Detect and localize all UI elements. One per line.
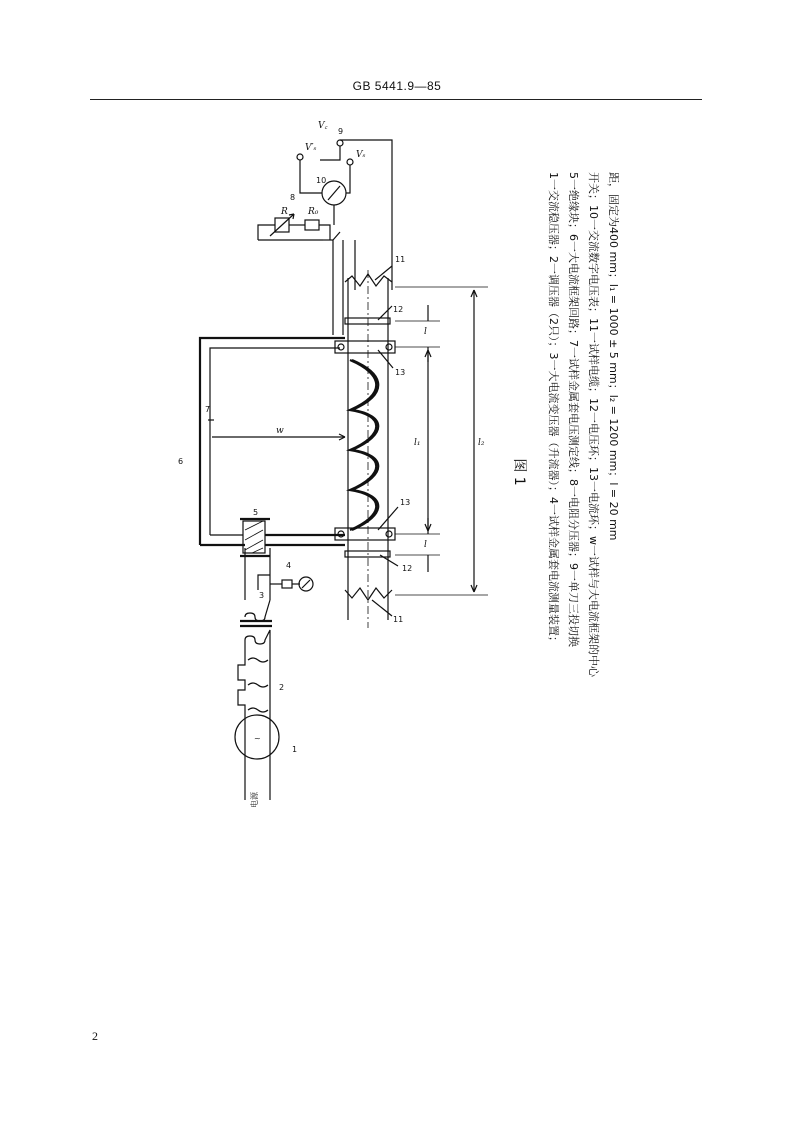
page-number: 2 [92, 1029, 98, 1043]
label-5: 5 [253, 508, 259, 517]
label-12-bottom: 12 [402, 564, 413, 573]
voltage-ring-bottom [345, 551, 412, 573]
power-label: 电源 [250, 792, 259, 808]
standard-header: GB 5441.9—85 [352, 79, 442, 93]
label-1: 1 [292, 745, 298, 754]
high-current-frame-loop [178, 338, 345, 545]
w-label: w [276, 426, 284, 436]
w-dimension [212, 426, 345, 440]
selector-switch [297, 121, 392, 290]
resistor-divider [258, 193, 330, 240]
label-4: 4 [286, 561, 292, 570]
label-12-top: 12 [393, 305, 404, 314]
label-10: 10 [316, 176, 327, 185]
voltage-regulators [238, 650, 284, 715]
Vs-label: Vₛ [356, 150, 366, 160]
label-9: 9 [338, 127, 344, 136]
measurement-leads [323, 232, 355, 335]
caption-line-3: 开关；10一交流数字电压表；11一试样电缆；12一电压环；13一电流环；w一试样与大电流框架的中心 [587, 172, 600, 677]
l2-label: l₂ [478, 438, 485, 448]
sheath-voltage-lead [205, 348, 340, 535]
figure-title: 图 1 [511, 458, 527, 486]
label-7: 7 [205, 405, 211, 414]
label-11-bottom: 11 [393, 615, 404, 624]
dimension-lines [395, 287, 488, 595]
label-6: 6 [178, 457, 184, 466]
caption-line-4: 距，固定为400 mm；l₁ = 1000 ± 5 mm；l₂ = 1200 mm；l = 20 mm [607, 172, 620, 541]
voltage-ring-top [345, 305, 403, 324]
l1-label: l₁ [414, 438, 421, 448]
caption-line-2: 5一绝缘块；6一大电流框架回路；7一试样金属套电压测定线；8一电阻分压器；9一单刀三投切换 [567, 172, 580, 647]
Vs-prime-label: V′ₛ [305, 143, 317, 153]
l-top-label: l [424, 327, 427, 337]
R-label: R [281, 207, 288, 217]
label-13-bottom: 13 [400, 498, 411, 507]
power-source [245, 760, 270, 808]
label-2: 2 [279, 683, 285, 692]
current-winding [350, 360, 378, 530]
label-11-top: 11 [395, 255, 406, 264]
caption-line-1: 1一交流稳压器；2一调压器（2只）；3一大电流变压器（升流器）；4一试样金属套电流测量装置； [547, 172, 560, 647]
l-bottom-label: l [424, 540, 427, 550]
R0-label: R₀ [308, 207, 319, 217]
svg-text:~: ~ [254, 734, 261, 743]
ac-stabilizer [235, 715, 297, 760]
label-3: 3 [259, 591, 265, 600]
Vc-label: V꜀ [318, 121, 328, 131]
label-13-top: 13 [395, 368, 406, 377]
label-8: 8 [290, 193, 296, 202]
